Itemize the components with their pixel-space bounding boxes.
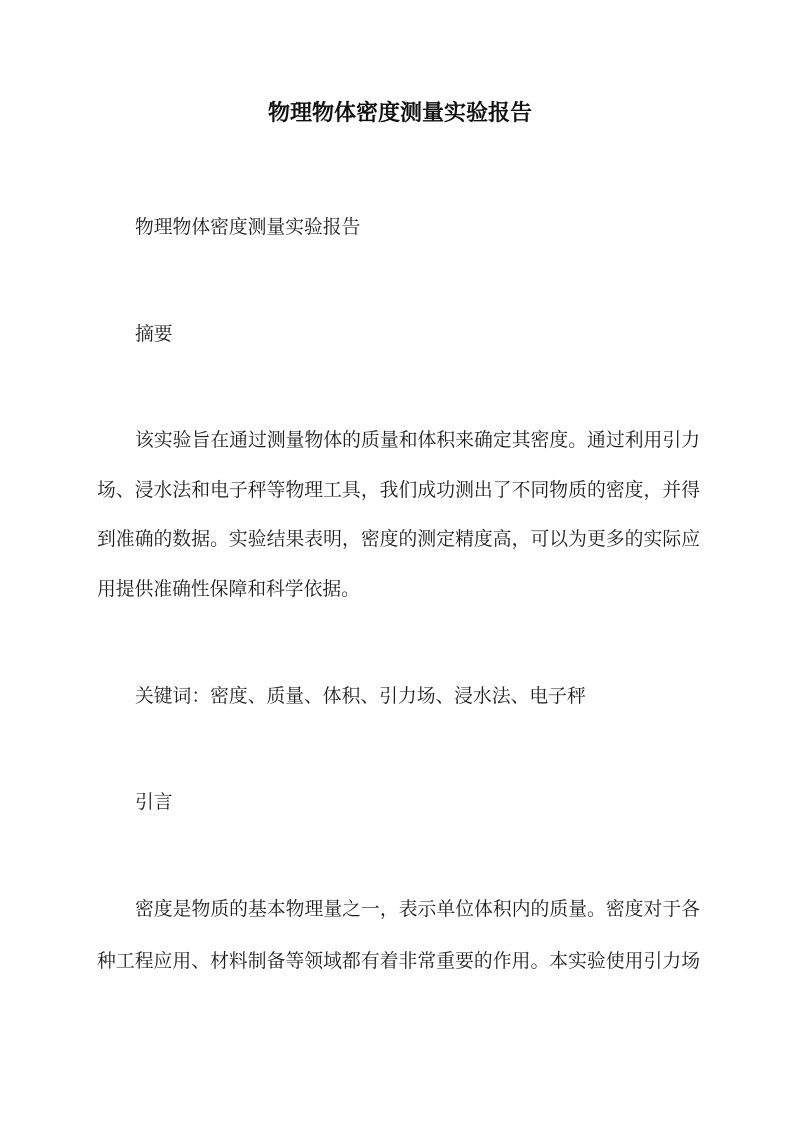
abstract-line: 该实验旨在通过测量物体的质量和体积来确定其密度。通过利用引力 (135, 430, 700, 451)
introduction-line: 密度是物质的基本物理量之一，表示单位体积内的质量。密度对于各 (135, 899, 700, 920)
abstract-line: 到准确的数据。实验结果表明，密度的测定精度高，可以为更多的实际应 (97, 529, 700, 550)
report-subtitle: 物理物体密度测量实验报告 (135, 217, 361, 238)
abstract-heading: 摘要 (135, 324, 173, 345)
introduction-heading: 引言 (135, 792, 173, 813)
keywords-line: 关键词：密度、质量、体积、引力场、浸水法、电子秤 (135, 686, 586, 707)
abstract-line: 用提供准确性保障和科学依据。 (97, 579, 360, 600)
document-title: 物理物体密度测量实验报告 (267, 100, 532, 126)
abstract-line: 场、浸水法和电子秤等物理工具，我们成功测出了不同物质的密度，并得 (97, 480, 700, 501)
introduction-line: 种工程应用、材料制备等领域都有着非常重要的作用。本实验使用引力场 (97, 951, 700, 972)
